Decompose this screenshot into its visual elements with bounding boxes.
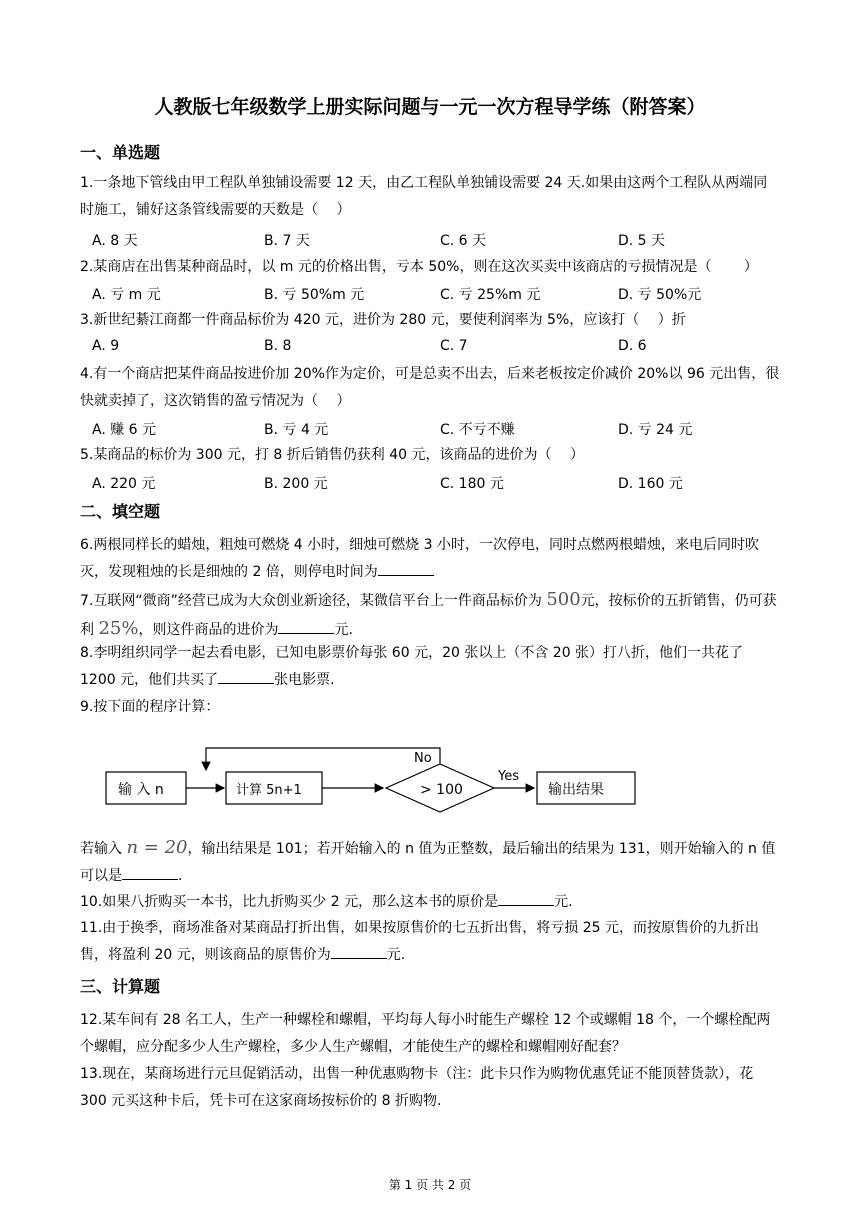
option-d: D. 6 bbox=[618, 338, 647, 354]
question-8 bbox=[80, 640, 780, 694]
input-label: 输 入 n bbox=[118, 782, 164, 798]
option-a: A. 赚 6 元 bbox=[92, 422, 157, 438]
q7-text-f: 元. bbox=[334, 622, 353, 638]
page-footer: 第 1 页 共 2 页 bbox=[388, 1178, 472, 1192]
question-1: 1.一条地下管线由甲工程队单独铺设需要 12 天，由乙工程队单独铺设需要 24 天.如果由这两个工程队从两端同时施工，铺好这条管线需要的天数是（ ） bbox=[80, 175, 768, 218]
option-b: B. 200 元 bbox=[264, 476, 328, 492]
option-a: A. 220 元 bbox=[92, 476, 156, 492]
answer-blank bbox=[498, 891, 554, 906]
question-12: 12.某车间有 28 名工人，生产一种螺栓和螺帽，平均每人每小时能生产螺栓 12 个或螺帽 18 个，一个螺栓配两个螺帽，应分配多少人生产螺栓，多少人生产螺帽，才能使生产的螺栓和螺帽刚好配套？ bbox=[80, 1012, 771, 1055]
answer-blank bbox=[218, 669, 274, 684]
option-a: A. 8 天 bbox=[92, 233, 138, 249]
q8-text-b: 张电影票. bbox=[274, 672, 335, 688]
options-q2 bbox=[92, 284, 782, 308]
q8-text-a: 8.李明组织同学一起去看电影，已知电影票价每张 60 元，20 张以上（不含 20 张）打八折，他们一共花了 1200 元，他们共买了 bbox=[80, 645, 744, 688]
q9-input-value: n = 20 bbox=[126, 837, 188, 858]
q9-after-d: . bbox=[178, 868, 183, 884]
question-9-followup bbox=[80, 834, 784, 890]
no-label: No bbox=[414, 751, 432, 766]
question-5: 5.某商品的标价为 300 元，打 8 折后销售仍获利 40 元，该商品的进价为（ ） bbox=[80, 447, 584, 463]
page-title: 人教版七年级数学上册实际问题与一元一次方程导学练（附答案） bbox=[154, 96, 706, 118]
answer-blank bbox=[331, 944, 387, 959]
answer-blank bbox=[378, 561, 434, 576]
option-d: D. 160 元 bbox=[618, 476, 683, 492]
option-a: A. 9 bbox=[92, 338, 120, 354]
q7-text-a: 7.互联网“微商”经营已成为大众创业新途径，某微信平台上一件商品标价为 bbox=[80, 593, 547, 609]
yes-label: Yes bbox=[498, 769, 519, 784]
question-4: 4.有一个商店把某件商品按进价加 20%作为定价，可是总卖不出去，后来老板按定价减价 20%以 96 元出售，很快就卖掉了，这次销售的盈亏情况为（ ） bbox=[80, 366, 780, 409]
option-c: C. 7 bbox=[440, 338, 468, 354]
question-2: 2.某商店在出售某种商品时，以 m 元的价格出售，亏本 50%，则在这次买卖中该商店的亏损情况是（ ） bbox=[80, 259, 758, 275]
option-b: B. 亏 4 元 bbox=[264, 422, 329, 438]
option-a: A. 亏 m 元 bbox=[92, 287, 161, 303]
question-9: 9.按下面的程序计算： bbox=[80, 699, 220, 715]
q10-text-b: 元. bbox=[554, 894, 573, 910]
section-heading-calculation: 三、计算题 bbox=[80, 977, 161, 996]
options-q1 bbox=[92, 230, 782, 254]
option-b: B. 亏 50%m 元 bbox=[264, 287, 365, 303]
question-13: 13.现在，某商场进行元旦促销活动，出售一种优惠购物卡（注：此卡只作为购物优惠凭证不能顶替货款），花 300 元买这种卡后，凭卡可在这家商场按标价的 8 折购物. bbox=[80, 1066, 754, 1109]
section-heading-single-choice: 一、单选题 bbox=[80, 143, 161, 162]
option-b: B. 7 天 bbox=[264, 233, 310, 249]
q9-after-c: ，输出结果是 101；若开始输入的 n 值为正整数，最后输出的结果为 131，则开始输入的 n 值可以是 bbox=[80, 841, 776, 884]
option-c: C. 6 天 bbox=[440, 233, 487, 249]
options-q5 bbox=[92, 473, 782, 497]
options-q4 bbox=[92, 419, 782, 443]
question-6 bbox=[80, 532, 780, 586]
program-flowchart bbox=[100, 740, 660, 820]
question-11 bbox=[80, 915, 780, 969]
question-6-text: 6.两根同样长的蜡烛，粗烛可燃烧 4 小时，细烛可燃烧 3 小时，一次停电，同时点燃两根蜡烛，来电后同时吹灭，发现粗烛的长是细烛的 2 倍，则停电时间为 bbox=[80, 537, 759, 580]
option-d: D. 亏 50%元 bbox=[618, 287, 702, 303]
condition-label: > 100 bbox=[420, 782, 463, 798]
compute-label: 计算 5n+1 bbox=[236, 783, 302, 798]
option-d: D. 亏 24 元 bbox=[618, 422, 693, 438]
q9-after-a: 若输入 bbox=[80, 841, 127, 857]
option-c: C. 180 元 bbox=[440, 476, 504, 492]
question-10 bbox=[80, 889, 780, 916]
option-c: C. 亏 25%m 元 bbox=[440, 287, 541, 303]
q10-text-a: 10.如果八折购买一本书，比九折购买少 2 元，那么这本书的原价是 bbox=[80, 894, 499, 910]
answer-blank bbox=[278, 619, 334, 634]
output-label: 输出结果 bbox=[548, 782, 604, 798]
answer-blank bbox=[122, 865, 178, 880]
option-b: B. 8 bbox=[264, 338, 292, 354]
q11-text-a: 11.由于换季，商场准备对某商品打折出售，如果按原售价的七五折出售，将亏损 25 元，而按原售价的九折出售，将盈利 20 元，则该商品的原售价为 bbox=[80, 920, 759, 963]
q7-profit-rate: 25% bbox=[98, 618, 139, 639]
section-heading-fill-blank: 二、填空题 bbox=[80, 502, 161, 521]
q11-text-b: 元. bbox=[386, 947, 406, 963]
q7-text-e: ，则这件商品的进价为 bbox=[138, 622, 279, 638]
q7-text-c: 元，按标价的五折销售，仍可获利 bbox=[80, 593, 777, 638]
option-c: C. 不亏不赚 bbox=[440, 422, 515, 438]
question-3: 3.新世纪綦江商都一件商品标价为 420 元，进价为 280 元，要使利润率为 5%，应该打（ ）折 bbox=[80, 312, 686, 328]
q7-price: 500 bbox=[546, 589, 581, 610]
option-d: D. 5 天 bbox=[618, 233, 666, 249]
question-7 bbox=[80, 586, 780, 644]
options-q3 bbox=[92, 338, 782, 362]
